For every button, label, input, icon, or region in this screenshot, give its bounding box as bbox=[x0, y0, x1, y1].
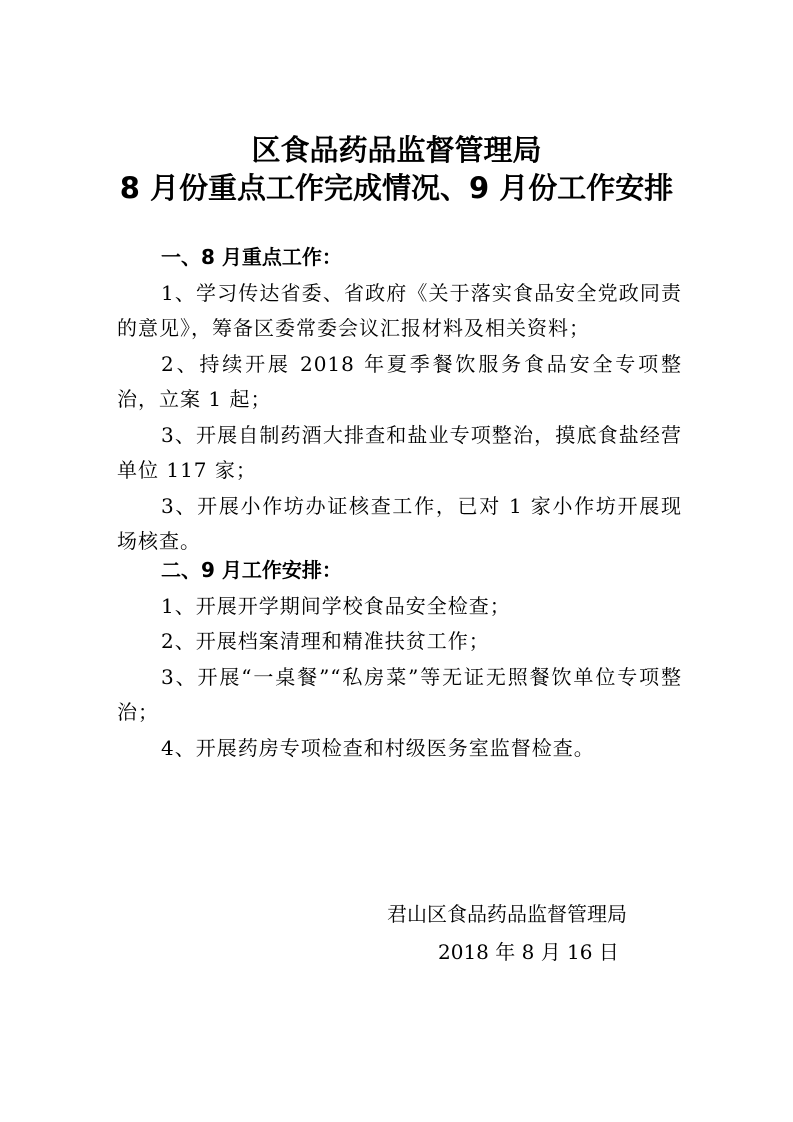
list-item: 1、学习传达省委、省政府《关于落实食品安全党政同责的意见》，筹备区委常委会议汇报材料及相关资料； bbox=[117, 280, 682, 340]
list-item: 2、持续开展 2018 年夏季餐饮服务食品安全专项整治，立案 1 起； bbox=[117, 351, 682, 411]
list-item: 3、开展自制药酒大排查和盐业专项整治，摸底食盐经营单位 117 家； bbox=[117, 422, 682, 482]
signature-date: 2018 年 8 月 16 日 bbox=[438, 940, 619, 964]
section-august bbox=[117, 240, 682, 560]
section-heading-september: 二、9 月工作安排： bbox=[161, 558, 342, 582]
document-subtitle: 8 月份重点工作完成情况、9 月份工作安排 bbox=[119, 171, 674, 205]
list-item: 1、开展开学期间学校食品安全检查； bbox=[161, 593, 511, 618]
document-title: 区食品药品监督管理局 bbox=[251, 133, 542, 167]
section-september bbox=[117, 553, 682, 766]
list-item: 3、开展小作坊办证核查工作，已对 1 家小作坊开展现场核查。 bbox=[117, 493, 682, 553]
list-item: 4、开展药房专项检查和村级医务室监督检查。 bbox=[161, 735, 595, 760]
section-heading-august: 一、8 月重点工作： bbox=[161, 245, 342, 269]
list-item: 3、开展“一桌餐”“私房菜”等无证无照餐饮单位专项整治； bbox=[117, 664, 682, 724]
signature-organization: 君山区食品药品监督管理局 bbox=[387, 902, 627, 926]
list-item: 2、开展档案清理和精准扶贫工作； bbox=[161, 629, 490, 653]
